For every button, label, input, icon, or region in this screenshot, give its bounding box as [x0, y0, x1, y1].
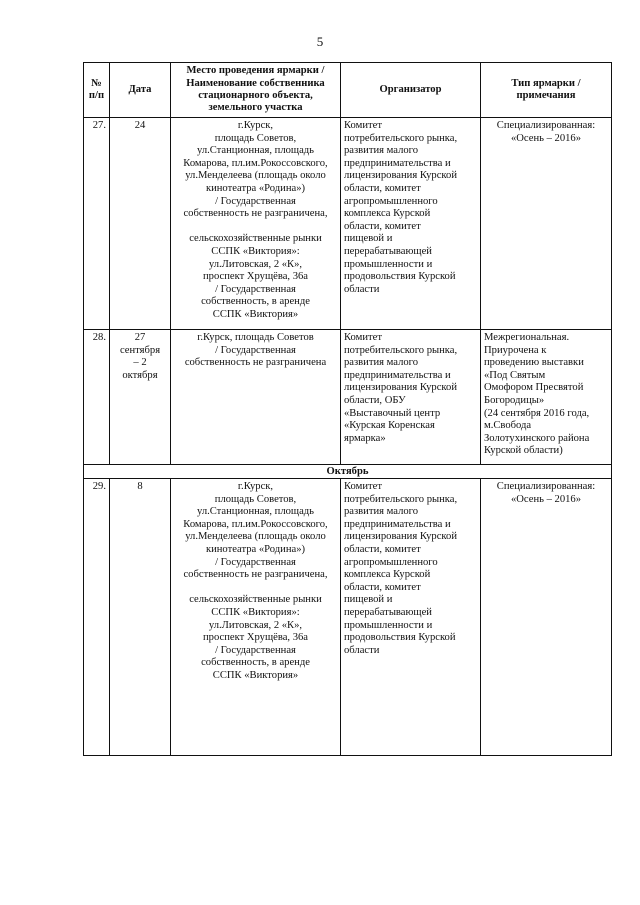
text-line: г.Курск, — [237, 120, 274, 131]
text-line: / Государственная — [215, 283, 296, 295]
table-row — [84, 330, 612, 465]
text-line: собственность не разграничена — [184, 357, 327, 369]
row-place — [171, 479, 341, 756]
text-line: Курской области) — [484, 445, 563, 457]
text-line: проведению выставки — [484, 357, 584, 369]
text-line: пищевой и — [344, 233, 393, 245]
table-header-row — [84, 63, 612, 118]
text-line: «Под Святым — [484, 369, 546, 381]
text-line: развития малого — [344, 506, 419, 518]
text-line: ССПК «Виктория» — [212, 669, 299, 681]
row-date — [110, 479, 171, 756]
row-date — [110, 118, 171, 330]
text-line: г.Курск, — [237, 481, 274, 492]
text-line: Специализированная: — [496, 120, 596, 131]
text-line: Омофором Пресвятой — [484, 382, 584, 394]
text-line: продовольствия Курской — [344, 271, 456, 283]
text-line: области, комитет — [344, 581, 421, 593]
text-line: промышленности и — [344, 619, 433, 631]
text-line: развития малого — [344, 357, 419, 369]
text-line: ярмарка» — [344, 432, 386, 444]
text-line: «Выставочный центр — [344, 407, 441, 419]
text-line: Богородицы» — [484, 394, 545, 406]
text-line: области, комитет — [344, 220, 421, 232]
text-line: Комарова, пл.им.Рокоссовского, — [183, 518, 328, 530]
text-line: области, ОБУ — [344, 394, 406, 406]
row-number: 27. — [84, 118, 110, 330]
text-line: ул.Литовская, 2 «К», — [208, 258, 303, 270]
text-line: площадь Советов, — [214, 493, 297, 505]
text-line: лицензирования Курской — [344, 531, 458, 543]
text-line: (24 сентября 2016 года, — [484, 407, 590, 419]
text-line: «Осень – 2016» — [510, 132, 582, 144]
row-number: 29. — [84, 479, 110, 756]
text-line: Приурочена к — [484, 344, 547, 356]
row-type — [481, 330, 612, 465]
row-organizer — [341, 330, 481, 465]
row-place — [171, 118, 341, 330]
text-line: продовольствия Курской — [344, 632, 456, 644]
text-line: собственность не разграничена, — [183, 569, 328, 581]
text-line: Дата — [128, 83, 152, 95]
text-line: площадь Советов, — [214, 132, 297, 144]
text-line: ул.Литовская, 2 «К», — [208, 619, 303, 631]
text-line: Комитет — [344, 120, 382, 131]
text-line: ССПК «Виктория»: — [211, 606, 300, 618]
row-place — [171, 330, 341, 465]
row-type — [481, 479, 612, 756]
text-line: потребительского рынка, — [344, 344, 458, 356]
text-line: / Государственная — [215, 344, 296, 356]
text-line: перерабатывающей — [344, 606, 432, 618]
row-date — [110, 330, 171, 465]
text-line: м.Свобода — [484, 420, 532, 432]
row-organizer — [341, 479, 481, 756]
text-line: / Государственная — [215, 644, 296, 656]
text-line: предпринимательства и — [344, 518, 451, 530]
text-line: п/п — [88, 90, 105, 101]
text-line: проспект Хрущёва, 36а — [202, 632, 308, 644]
header-date — [110, 63, 171, 118]
text-line: комплекса Курской — [344, 569, 431, 581]
blank-line — [174, 221, 337, 234]
text-line: г.Курск, площадь Советов — [197, 332, 314, 343]
text-line: ул.Станционная, площадь — [196, 145, 314, 157]
header-organizer — [341, 63, 481, 118]
text-line: пищевой и — [344, 594, 393, 606]
text-line: области — [344, 644, 380, 656]
text-line: сельскохозяйственные рынки — [189, 594, 322, 606]
text-line: сельскохозяйственные рынки — [189, 233, 322, 245]
text-line: собственность, в аренде — [201, 296, 310, 308]
header-place — [171, 63, 341, 118]
text-line: ССПК «Виктория» — [212, 308, 299, 320]
text-line: Наименование собственника — [186, 77, 325, 89]
text-line: области — [344, 283, 380, 295]
text-line: – 2 — [133, 357, 147, 369]
row-type — [481, 118, 612, 330]
text-line: Тип ярмарки / — [511, 77, 581, 89]
text-line: № — [91, 77, 102, 89]
text-line: ул.Менделеева (площадь около — [185, 531, 326, 543]
text-line: Комитет — [344, 332, 382, 343]
text-line: собственность, в аренде — [201, 657, 310, 669]
fairs-table — [83, 62, 612, 756]
text-line: 8 — [137, 481, 143, 492]
header-num — [84, 63, 110, 118]
text-line: Специализированная: — [496, 481, 596, 492]
text-line: перерабатывающей — [344, 245, 432, 257]
text-line: кинотеатра «Родина») — [205, 182, 306, 194]
text-line: кинотеатра «Родина») — [205, 543, 306, 555]
text-line: потребительского рынка, — [344, 493, 458, 505]
text-line: примечания — [516, 90, 576, 101]
text-line: / Государственная — [215, 195, 296, 207]
text-line: предпринимательства и — [344, 369, 451, 381]
text-line: Место проведения ярмарки / — [186, 65, 325, 77]
table-row — [84, 118, 612, 330]
text-line: потребительского рынка, — [344, 132, 458, 144]
text-line: «Осень – 2016» — [510, 493, 582, 505]
text-line: стационарного объекта, — [198, 90, 313, 101]
text-line: области, комитет — [344, 543, 421, 555]
text-line: ССПК «Виктория»: — [211, 245, 300, 257]
text-line: октября — [122, 369, 158, 381]
text-line: 24 — [134, 120, 146, 131]
header-type — [481, 63, 612, 118]
text-line: / Государственная — [215, 556, 296, 568]
text-line: Организатор — [379, 83, 442, 95]
text-line: Межрегиональная. — [484, 332, 570, 343]
text-line: Комарова, пл.им.Рокоссовского, — [183, 157, 328, 169]
text-line: земельного участка — [208, 102, 303, 114]
text-line: предпринимательства и — [344, 157, 451, 169]
text-line: собственность не разграничена, — [183, 208, 328, 220]
month-separator-row — [84, 465, 612, 479]
text-line: Комитет — [344, 481, 382, 492]
row-organizer — [341, 118, 481, 330]
blank-line — [174, 582, 337, 595]
text-line: агропромышленного — [344, 556, 438, 568]
page-number: 5 — [316, 34, 324, 49]
row-number: 28. — [84, 330, 110, 465]
text-line: проспект Хрущёва, 36а — [202, 271, 308, 283]
text-line: «Курская Коренская — [344, 420, 435, 432]
table-row — [84, 479, 612, 756]
text-line: агропромышленного — [344, 195, 438, 207]
text-line: ул.Менделеева (площадь около — [185, 170, 326, 182]
text-line: развития малого — [344, 145, 419, 157]
month-label: Октябрь — [84, 465, 612, 479]
text-line: лицензирования Курской — [344, 170, 458, 182]
text-line: области, комитет — [344, 182, 421, 194]
text-line: 27 — [134, 332, 146, 343]
text-line: сентября — [119, 344, 161, 356]
text-line: лицензирования Курской — [344, 382, 458, 394]
text-line: Золотухинского района — [484, 432, 590, 444]
text-line: промышленности и — [344, 258, 433, 270]
text-line: комплекса Курской — [344, 208, 431, 220]
text-line: ул.Станционная, площадь — [196, 506, 314, 518]
